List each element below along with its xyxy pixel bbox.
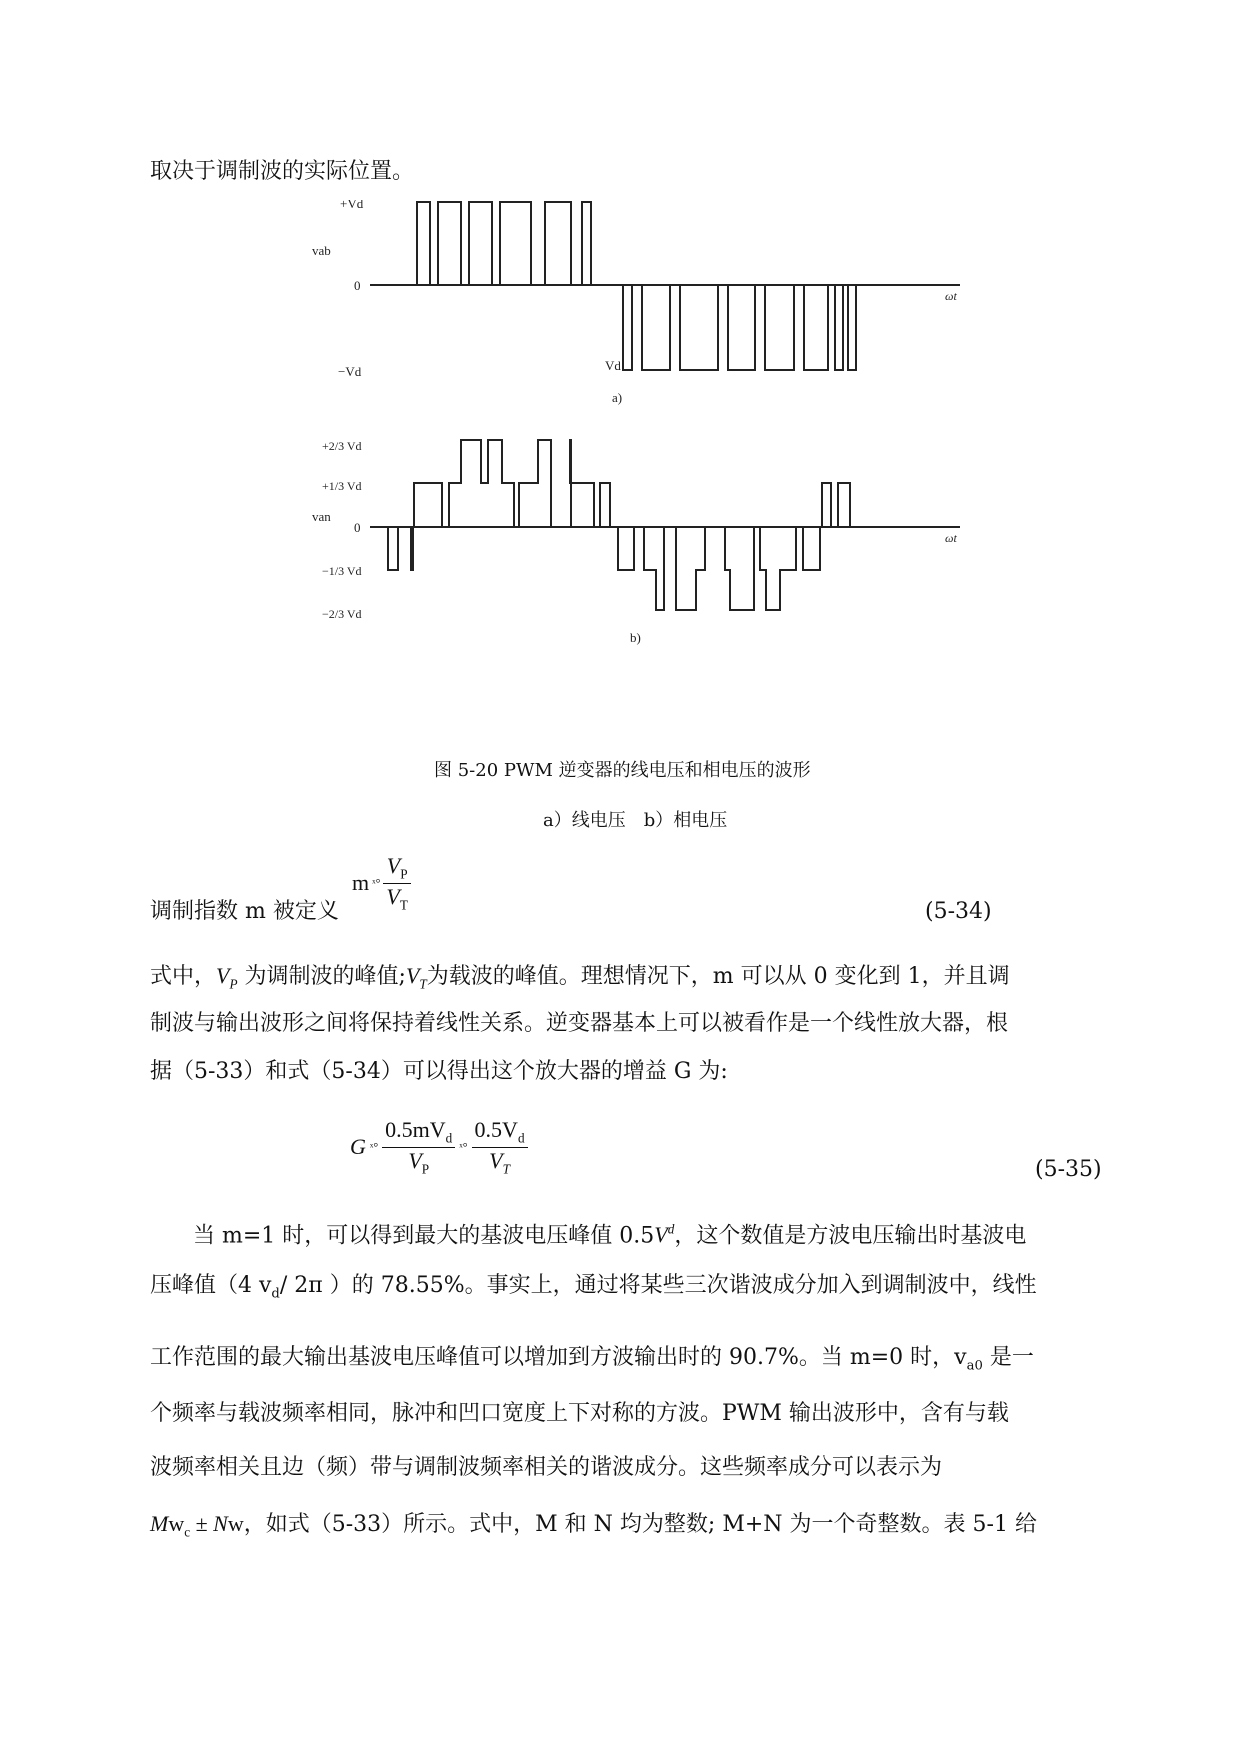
- eq-535-rel2: ˣ°: [459, 1139, 468, 1154]
- figure-a-label-minus: −Vd: [338, 364, 362, 379]
- figure-subcaption: a）线电压 b）相电压: [543, 810, 728, 831]
- eq-534-lhs: m: [352, 870, 370, 895]
- eq-534-number: (5-34): [925, 899, 992, 924]
- figure-a-label-plus: +Vd: [340, 200, 364, 211]
- inline-va0: v: [954, 1345, 967, 1370]
- figure-b-xlabel: ωt: [945, 531, 957, 545]
- figure-b-label-plus-two-thirds: +2/3 Vd: [322, 439, 362, 453]
- figure-b-label-zero: 0: [354, 520, 361, 535]
- eq-535-num1: 0.5mV: [385, 1117, 446, 1143]
- para2-line5: 波频率相关且边（频）带与调制波频率相关的谐波成分。这些频率成分可以表示为: [150, 1455, 943, 1480]
- eq-535-den1: V: [408, 1147, 422, 1173]
- eq-535-lhs: G: [350, 1134, 366, 1159]
- para1-text-a: 式中，: [150, 964, 217, 989]
- eq-534-lead-text: 调制指数 m 被定义: [150, 899, 339, 924]
- inline-harmonic-expr: $Mw_c \pm Nw$: [150, 1511, 244, 1540]
- para1-text-b: 为调制波的峰值;: [244, 964, 406, 989]
- eq-534-den-sub: T: [399, 896, 408, 912]
- eq-534-num: V: [386, 853, 401, 879]
- eq-534-num-sub: P: [400, 866, 408, 882]
- figure-a-inner-label: Vd: [605, 358, 621, 373]
- para1-line1: [150, 964, 1010, 996]
- figure-b-label-minus-one-third: −1/3 Vd: [322, 564, 362, 578]
- figure-b-ylabel: van: [312, 509, 331, 524]
- figure-a-xlabel: ωt: [945, 289, 957, 303]
- figure-a-sub-label: a): [612, 390, 623, 405]
- para2-line2: 压峰值（4 $v_d/$ 2π ）的 78.55%。事实上，通过将某些三次谐波成分加入到调制波中，线性: [150, 1273, 1037, 1302]
- figure-b-phase-voltage: [370, 440, 960, 610]
- figure-a-negative-pulses: [623, 285, 856, 370]
- eq-535-rel1: ˣ°: [369, 1139, 379, 1154]
- pwm-waveform-figure: [300, 200, 1000, 720]
- inline-vd: $V^d$: [654, 1222, 675, 1248]
- top-line: 取决于调制波的实际位置。: [150, 159, 415, 184]
- para1-text-c: 为载波的峰值。理想情况下，m 可以从 0 变化到 1，并且调: [426, 964, 1010, 989]
- eq-535-den2: V: [489, 1147, 503, 1173]
- para2-line3: 工作范围的最大输出基波电压峰值可以增加到方波输出时的 90.7%。当 m=0 时，$v_{a0}$ 是一: [150, 1345, 1034, 1374]
- para2-line6: $Mw_c \pm Nw$，如式（5-33）所示。式中，M 和 N 均为整数; M+N 为一个奇整数。表 5-1 给: [150, 1511, 1037, 1540]
- figure-a-label-zero: 0: [354, 278, 361, 293]
- para2-line1: 当 m=1 时，可以得到最大的基波电压峰值 $0.5V^d$，这个数值是方波电压输出时基波电: [193, 1222, 1027, 1249]
- eq-535-number: (5-35): [1035, 1157, 1102, 1182]
- figure-caption: 图 5-20 PWM 逆变器的线电压和相电压的波形: [434, 760, 811, 781]
- eq-535-num2: 0.5V: [474, 1117, 518, 1143]
- figure-a-positive-pulses: [417, 202, 591, 285]
- para2-line4: 个频率与载波频率相同，脉冲和凹口宽度上下对称的方波。PWM 输出波形中，含有与载: [150, 1401, 1009, 1426]
- eq-534-den: V: [386, 883, 400, 909]
- para1-line2: 制波与输出波形之间将保持着线性关系。逆变器基本上可以被看作是一个线性放大器，根: [150, 1011, 1009, 1036]
- inline-vp: $V_P$: [216, 963, 238, 992]
- eq-535-fraction1: $\frac{0.5mV_d}{V_P}$: [382, 1117, 455, 1177]
- eq-534-rel: ˣ°: [372, 875, 381, 890]
- figure-a-line-voltage: [370, 202, 960, 370]
- equation-5-34: [352, 848, 411, 918]
- figure-b-label-minus-two-thirds: −2/3 Vd: [322, 607, 362, 621]
- equation-5-35: [350, 1112, 528, 1182]
- inline-vt: $V_T$: [405, 963, 427, 992]
- figure-b-waveform: [388, 440, 860, 610]
- para1-line3: 据（5-33）和式（5-34）可以得出这个放大器的增益 G 为:: [150, 1059, 728, 1084]
- figure-b-sub-label: b): [630, 630, 641, 645]
- eq-534-fraction: [383, 853, 411, 913]
- figure-a-ylabel: vab: [312, 243, 331, 258]
- eq-535-fraction2: $\frac{0.5V_d}{V_T}$: [472, 1117, 528, 1177]
- figure-b-label-plus-one-third: +1/3 Vd: [322, 479, 362, 493]
